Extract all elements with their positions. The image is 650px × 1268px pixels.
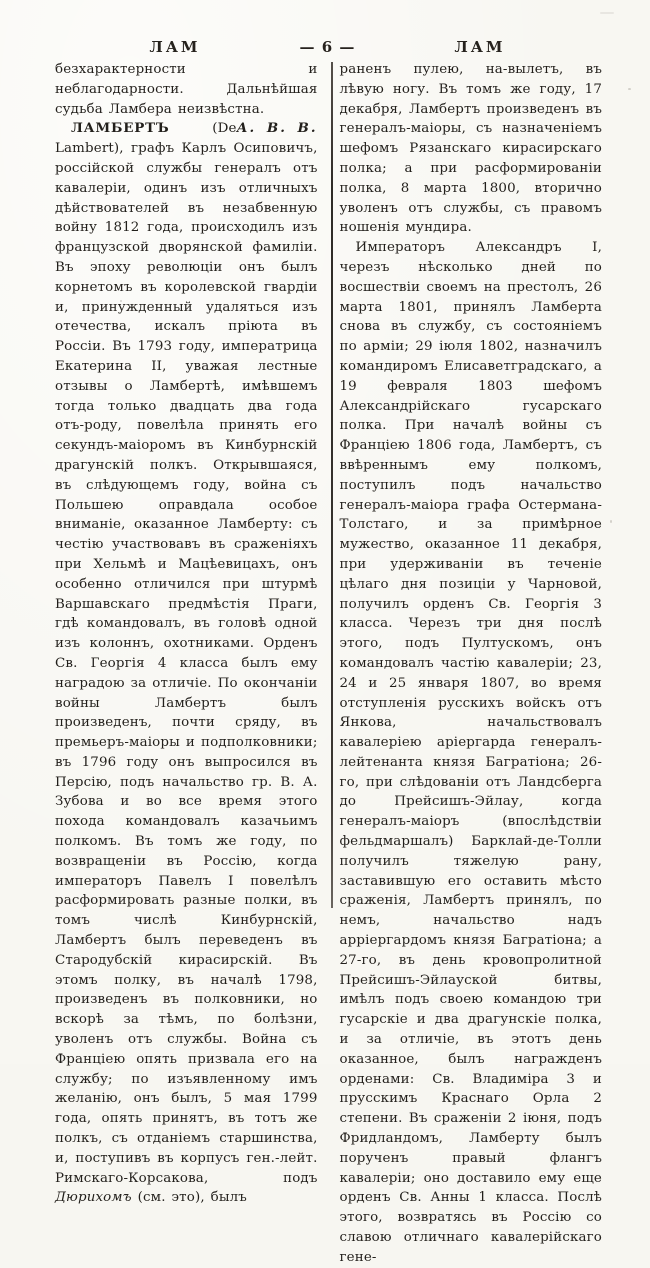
text-run: безхарактерности и неблагодарности. Дальнѣйшая судьба Ламбера неизвѣстна. [55,62,318,117]
text-run: (De Lambert), графъ Карлъ Осиповичъ, россійской службы генералъ отъ кавалеріи, одинъ изъ отличныхъ дѣйствователей въ незабвенную войну 1812 года, происходилъ изъ французской дворянской фамиліи. Въ эпоху революціи онъ былъ корнетомъ въ королевской гвардіи и, принужденный удаляться изъ отечества, искалъ пріюта въ Россіи. Въ 1793 году, императрица Екатерина II, уважая лестные отзывы о Ламбертѣ, имѣвшемъ тогда только двадцать два года отъ-роду, повелѣла принять его секундъ-маіоромъ въ Кинбурнскій драгунскій полкъ. Открывшаяся, въ слѣдующемъ году, война съ Польшею оправдала особое вниманіе, оказанное Ламберту: съ честію участвовавъ въ сраженіяхъ при Хельмѣ и Мацѣевицахъ, онъ особенно отличился при штурмѣ Варшавскаго предмѣстія Праги, гдѣ командовалъ, въ головѣ одной изъ колоннъ, охотниками. Орденъ Св. Георгія 4 класса былъ ему наградою за отличіе. По окончаніи войны Ламбертъ былъ произведенъ, почти сряду, въ премьеръ-маіоры и подполковники; въ 1796 году онъ выпросился въ Персію, подъ начальство гр. В. А. Зубова и во все время этого похода командовалъ казачьимъ полкомъ. Въ томъ же году, по возвращеніи въ Россію, когда императоръ Павелъ I повелѣлъ расформировать разные полки, въ томъ числѣ Кинбурнскій, Ламбертъ былъ переведенъ въ Стародубскій кирасирскій. Въ этомъ полку, въ началѣ 1798, произведенъ въ полковники, но вскорѣ за тѣмъ, по болѣзни, уволенъ отъ службы. Война съ Франціею опять призвала его на службу; по изъявленному имъ желанію, онъ былъ, 5 мая 1799 года, опять принятъ, въ тотъ же полкъ, съ отданіемъ старшинства, и, поступивъ въ корпусъ ген.-лейт. Римскаго-Корсакова, подъ [55,121,318,1186]
running-head [55,38,600,56]
scan-speckle [70,700,73,702]
entry-headword: ЛАМБЕРТЪ [71,120,170,137]
text-run: раненъ пулею, на-вылетъ, въ лѣвую ногу. Въ томъ же году, 17 декабря, Ламбертъ произведенъ въ генералъ-маіоры, съ назначеніемъ шефомъ Рязанскаго кирасирскаго полка; а при расформированіи полка, 8 марта 1800, вторично уволенъ отъ службы, съ правомъ ношенія мундира. [339,62,602,236]
text-run: Императоръ Александръ I, черезъ нѣсколько дней по восшествіи своемъ на престолъ, 26 марта 1801, принялъ Ламберта снова въ службу, съ состояніемъ по арміи; 29 іюля 1802, назначилъ командиромъ Елисаветградскаго, а 19 февраля 1803 шефомъ Александрійскаго гусарскаго полка. При началѣ войны съ Франціею 1806 года, Ламбертъ, съ ввѣреннымъ ему полкомъ, поступилъ подъ начальство генералъ-маіора графа Остермана-Толстаго, и за примѣрное мужество, оказанное 11 декабря, при удерживаніи въ теченіе цѣлаго дня позиціи у Чарновой, получилъ орденъ Св. Георгія 3 класса. Черезъ три дня послѣ этого, подъ Пултускомъ, онъ командовалъ частію кавалеріи; 23, 24 и 25 января 1807, во время отступленія русскихъ войскъ отъ Янкова, начальствовалъ кавалеріею аріергарда генералъ-лейтенанта князя Багратіона; 26-го, при слѣдованіи отъ Ландсберга до Прейсишъ-Эйлау, когда генералъ-маіоръ (впослѣдствіи фельдмаршалъ) Барклай-де-Толли получилъ тяжелую рану, заставившую его оставить мѣсто сраженія, Ламбертъ принялъ, по немъ, начальство надъ арріергардомъ князя Багратіона; а 27-го, въ день кровопролитной Прейсишъ-Эйлауской битвы, имѣлъ подъ своею командою три гусарскіе и два драгунскіе полка, и за отличіе, въ этотъ день оказанное, былъ награжденъ орденами: Св. Владиміра 3 и прусскимъ Краснаго Орла 2 степени. Въ сраженіи 2 іюня, подъ Фридландомъ, Ламберту былъ порученъ правый флангъ кавалеріи; оно доставило ему еще орденъ Св. Анны 1 класса. Послѣ этого, возвратясь въ Россію со славою отличнаго кавалерійскаго гене- [339,240,602,1265]
scan-speckle [120,300,122,302]
text-area [55,60,602,1265]
author-initials: А. В. В. [236,120,318,137]
running-head-right: ЛАМ [454,38,506,56]
paragraph [340,60,603,238]
text-run: (см. это), былъ [131,1190,247,1206]
scan-speckle [628,88,631,90]
scan-speckle [340,980,342,982]
scan-smudge [600,12,614,14]
paragraph [55,119,318,1208]
right-column [328,60,603,1265]
column-divider-rule [331,62,333,908]
left-column [55,60,328,1206]
text-run: Дюрихомъ [55,1190,132,1206]
paragraph [340,238,603,1267]
scan-speckle [610,520,612,523]
page-number: — 6 — [299,38,356,56]
running-head-left: ЛАМ [149,38,201,56]
